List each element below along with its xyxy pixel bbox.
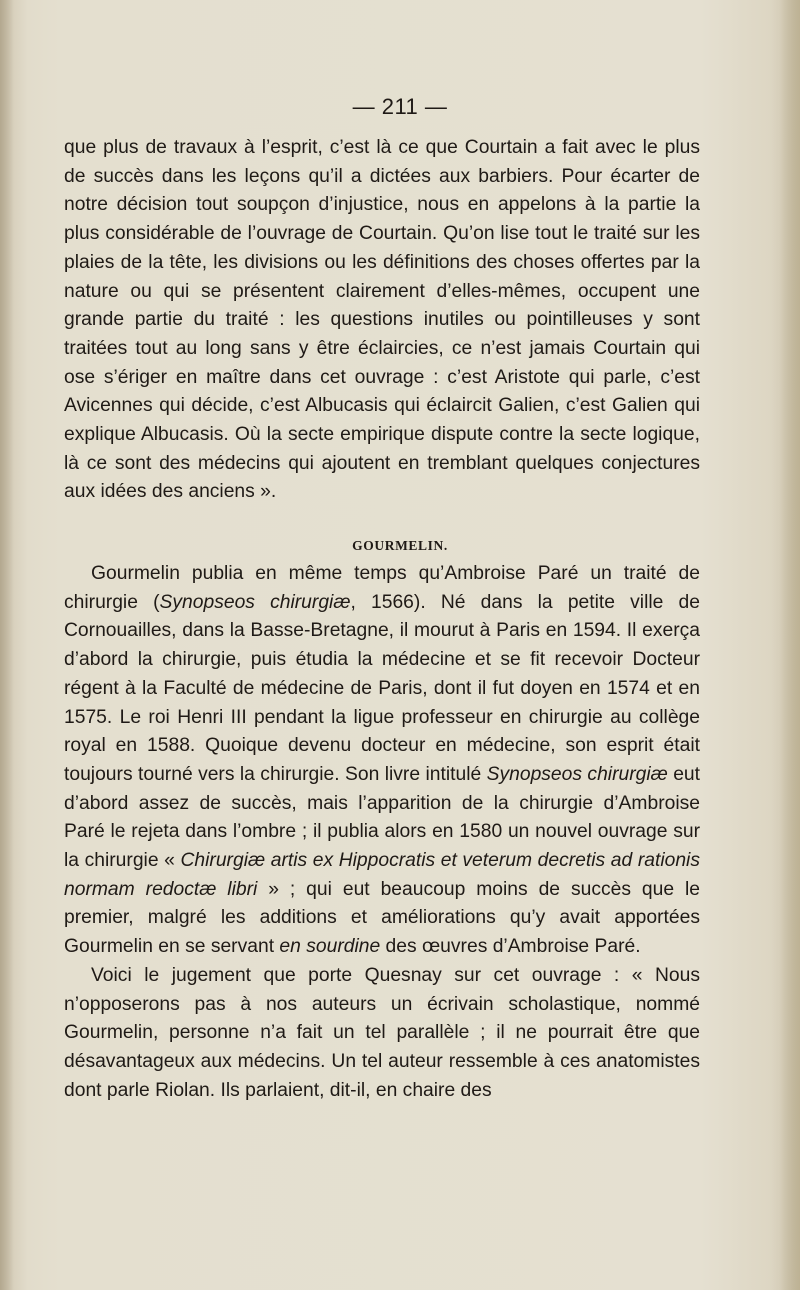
- italic-title: Synopseos chirurgiæ: [159, 591, 351, 613]
- italic-title: Synopseos chirurgiæ: [486, 763, 668, 785]
- page-number: — 211 —: [352, 94, 448, 119]
- italic-title: Chirurgiæ artis ex Hippocratis et veterum decretis ad rationis normam redoctæ libri: [64, 850, 700, 900]
- text-span: des œuvres d’Ambroise Paré.: [380, 936, 641, 958]
- text-span: » ; qui eut beaucoup moins de succès que le premier, malgré les additions et améliorations qu’y avait apportées Gourmelin en se servant: [64, 878, 701, 958]
- page-left-shadow: [0, 0, 14, 1290]
- text-span: Gourmelin publia en même temps qu’Ambroise Paré un traité de chirurgie (: [64, 563, 700, 613]
- section-heading: GOURMELIN.: [352, 538, 448, 553]
- paragraph-courtain: que plus de travaux à l’esprit, c’est là ce que Courtain a fait avec le plus de succès dans les leçons qu’il a dictées aux barbiers. Pour écarter de notre décision tout soupçon d’injustice, nous en appelons à la partie la plus considérable de l’ouvrage de Courtain. Qu’on lise tout le traité sur les plaies de la tête, les divisions ou les définitions des choses offertes par la nature ou qui se présentent clairement d’elles-mêmes, occupent une grande partie du traité : les questions inutiles ou pointilleuses y sont traitées tout au long sans y être éclaircies, ce n’est jamais Courtain qui ose s’ériger en maître dans cet ouvrage : c’est Aristote qui parle, c’est Avicennes qui décide, c’est Albucasis qui éclaircit Galien, c’est Galien qui explique Albucasis. Où la secte empirique dispute contre la secte logique, là ce sont des médecins qui ajoutent en tremblant quelques conjectures aux idées des anciens ».: [64, 137, 700, 503]
- text-block-gourmelin: [64, 560, 700, 1105]
- text-block-courtain: [64, 134, 700, 507]
- paragraph-gourmelin: [64, 560, 700, 962]
- text-span: eut d’abord assez de succès, mais l’apparition de la chirurgie d’Ambroise Paré le rejeta dans l’ombre ; il publia alors en 1580 un nouvel ouvrage sur la chirurgie «: [64, 763, 701, 872]
- italic-phrase: en sourdine: [279, 936, 381, 958]
- page-right-edge: [780, 0, 800, 1290]
- paragraph-quesnay: Voici le jugement que porte Quesnay sur cet ouvrage : « Nous n’opposerons pas à nos auteurs un écrivain scholastique, nommé Gourmelin, personne n’a fait un tel parallèle ; il ne pourrait être que désavantageux aux médecins. Un tel auteur ressemble à ces anatomistes dont parle Riolan. Ils parlaient, dit-il, en chaire des: [64, 964, 700, 1101]
- text-span: , 1566). Né dans la petite ville de Cornouailles, dans la Basse-Bretagne, il mourut à Paris en 1594. Il exerça d’abord la chirurgie, puis étudia la médecine et se fit recevoir Docteur régent à la Faculté de médecine de Paris, dont il fut doyen en 1574 et en 1575. Le roi Henri III pendant la ligue professeur en chirurgie au collège royal en 1588. Quoique devenu docteur en médecine, son esprit était toujours tourné vers la chirurgie. Son livre intitulé: [64, 591, 700, 785]
